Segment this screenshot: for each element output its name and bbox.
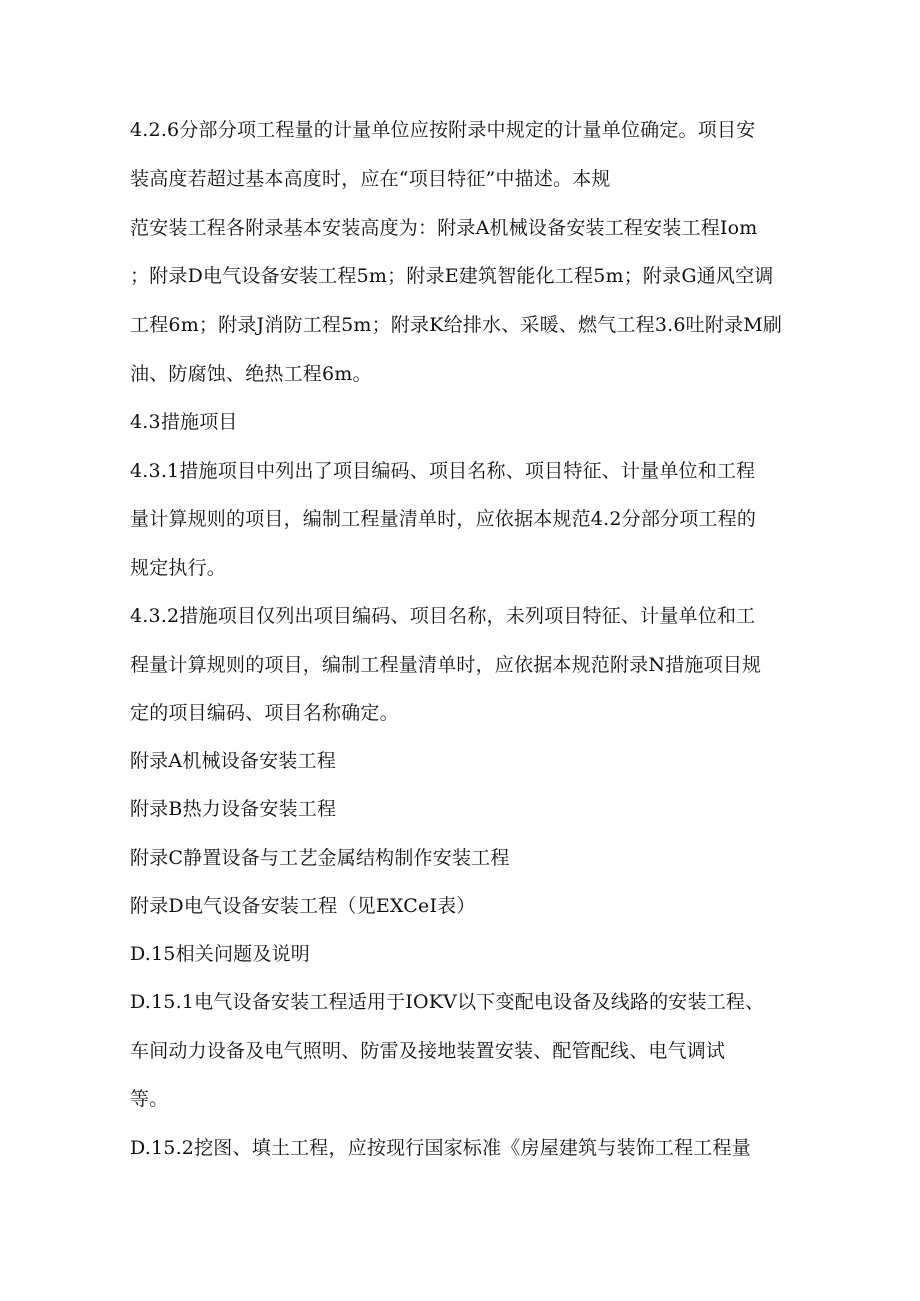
text-line: 量计算规则的项目，编制工程量清单时，应依据本规范4.2分部分项工程的 xyxy=(130,508,757,530)
appendix-heading: 附录B热力设备安装工程 xyxy=(130,798,337,820)
appendix-heading: 附录A机械设备安装工程 xyxy=(130,750,336,772)
text-line: 油、防腐蚀、绝热工程6m。 xyxy=(130,363,372,385)
text-line: 程量计算规则的项目，编制工程量清单时，应依据本规范附录N措施项目规 xyxy=(130,654,762,676)
text-line: 规定执行。 xyxy=(130,557,227,579)
text-line: 等。 xyxy=(130,1088,169,1110)
text-line: D.15.1电气设备安装工程适用于IOKV以下变配电设备及线路的安装工程、 xyxy=(130,991,765,1013)
section-heading: D.15相关问题及说明 xyxy=(130,943,310,965)
appendix-heading: 附录D电气设备安装工程（见EXCeI表） xyxy=(130,895,476,917)
text-line: 范安装工程各附录基本安装高度为：附录A机械设备安装工程安装工程Iom xyxy=(130,217,758,239)
text-line: ；附录D电气设备安装工程5m；附录E建筑智能化工程5m；附录G通风空调 xyxy=(130,265,774,287)
text-line: 定的项目编码、项目名称确定。 xyxy=(130,702,399,724)
text-line: 4.2.6分部分项工程量的计量单位应按附录中规定的计量单位确定。项目安 xyxy=(130,119,756,141)
text-line: 工程6m；附录J消防工程5m；附录K给排水、采暖、燃气工程3.6吐附录M刷 xyxy=(130,314,783,336)
appendix-heading: 附录C静置设备与工艺金属结构制作安装工程 xyxy=(130,847,510,869)
text-line: 车间动力设备及电气照明、防雷及接地装置安装、配管配线、电气调试 xyxy=(130,1040,726,1062)
text-line: 4.3.1措施项目中列出了项目编码、项目名称、项目特征、计量单位和工程 xyxy=(130,460,756,482)
section-heading: 4.3措施项目 xyxy=(130,411,238,433)
text-line: 4.3.2措施项目仅列出项目编码、项目名称，未列项目特征、计量单位和工 xyxy=(130,605,756,627)
text-line: 装高度若超过基本高度时，应在“项目特征”中描述。本规 xyxy=(130,168,611,190)
text-line: D.15.2挖图、填土工程，应按现行国家标准《房屋建筑与装饰工程工程量 xyxy=(130,1137,751,1159)
